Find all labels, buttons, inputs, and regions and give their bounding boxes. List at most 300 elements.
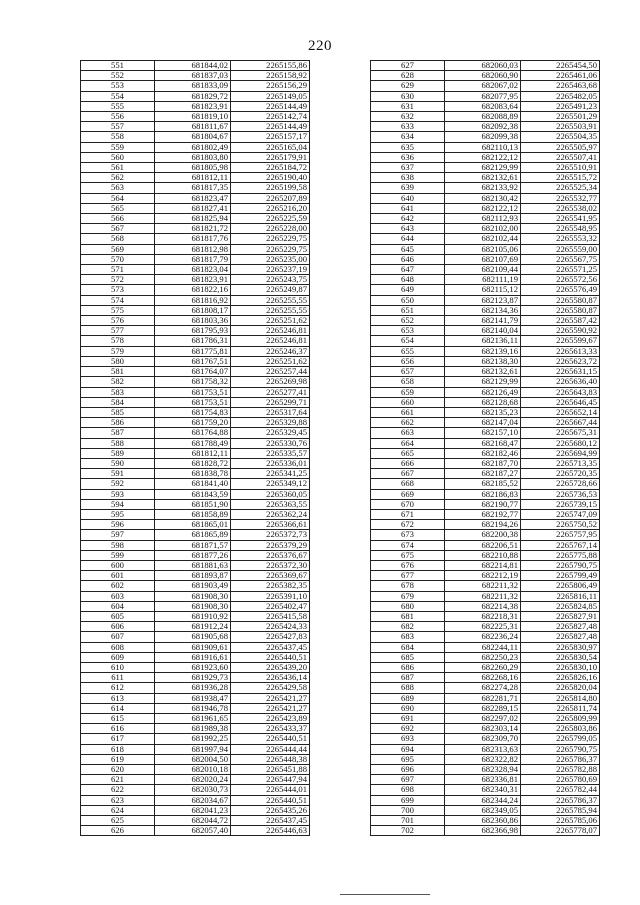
x-coordinate: 681817,76 bbox=[155, 234, 231, 244]
y-coordinate: 2265255,55 bbox=[231, 305, 310, 315]
y-coordinate: 2265463,68 bbox=[521, 81, 600, 91]
y-coordinate: 2265372,73 bbox=[231, 530, 310, 540]
y-coordinate: 2265366,61 bbox=[231, 520, 310, 530]
y-coordinate: 2265142,74 bbox=[231, 112, 310, 122]
table-row bbox=[81, 816, 310, 826]
x-coordinate: 681825,94 bbox=[155, 214, 231, 224]
point-number: 623 bbox=[81, 795, 155, 805]
point-number: 687 bbox=[371, 673, 445, 683]
x-coordinate: 681851,90 bbox=[155, 499, 231, 509]
table-row bbox=[81, 754, 310, 764]
table-row bbox=[371, 632, 600, 642]
point-number: 642 bbox=[371, 214, 445, 224]
y-coordinate: 2265149,05 bbox=[231, 91, 310, 101]
x-coordinate: 682192,77 bbox=[445, 509, 521, 519]
x-coordinate: 681804,67 bbox=[155, 132, 231, 142]
y-coordinate: 2265652,14 bbox=[521, 407, 600, 417]
x-coordinate: 681881,63 bbox=[155, 560, 231, 570]
table-row bbox=[371, 754, 600, 764]
y-coordinate: 2265454,50 bbox=[521, 61, 600, 71]
point-number: 693 bbox=[371, 734, 445, 744]
point-number: 619 bbox=[81, 754, 155, 764]
x-coordinate: 681786,31 bbox=[155, 336, 231, 346]
table-row bbox=[371, 744, 600, 754]
y-coordinate: 2265336,01 bbox=[231, 458, 310, 468]
x-coordinate: 681827,41 bbox=[155, 203, 231, 213]
x-coordinate: 681838,78 bbox=[155, 469, 231, 479]
table-row bbox=[81, 275, 310, 285]
point-number: 621 bbox=[81, 775, 155, 785]
table-row bbox=[371, 601, 600, 611]
y-coordinate: 2265590,92 bbox=[521, 326, 600, 336]
x-coordinate: 682083,64 bbox=[445, 101, 521, 111]
table-row bbox=[81, 214, 310, 224]
point-number: 600 bbox=[81, 560, 155, 570]
y-coordinate: 2265775,88 bbox=[521, 550, 600, 560]
x-coordinate: 682211,32 bbox=[445, 591, 521, 601]
x-coordinate: 681823,47 bbox=[155, 193, 231, 203]
table-row bbox=[371, 591, 600, 601]
y-coordinate: 2265229,75 bbox=[231, 244, 310, 254]
x-coordinate: 681764,88 bbox=[155, 428, 231, 438]
x-coordinate: 682250,23 bbox=[445, 652, 521, 662]
table-row bbox=[371, 142, 600, 152]
table-row bbox=[371, 693, 600, 703]
y-coordinate: 2265363,55 bbox=[231, 499, 310, 509]
point-number: 655 bbox=[371, 346, 445, 356]
y-coordinate: 2265235,00 bbox=[231, 254, 310, 264]
y-coordinate: 2265491,23 bbox=[521, 101, 600, 111]
table-row bbox=[81, 805, 310, 815]
point-number: 663 bbox=[371, 428, 445, 438]
y-coordinate: 2265237,19 bbox=[231, 265, 310, 275]
table-row bbox=[371, 163, 600, 173]
y-coordinate: 2265190,40 bbox=[231, 173, 310, 183]
table-row bbox=[81, 714, 310, 724]
x-coordinate: 681817,35 bbox=[155, 183, 231, 193]
point-number: 584 bbox=[81, 397, 155, 407]
point-number: 670 bbox=[371, 499, 445, 509]
point-number: 632 bbox=[371, 112, 445, 122]
y-coordinate: 2265446,63 bbox=[231, 826, 310, 836]
x-coordinate: 682132,61 bbox=[445, 173, 521, 183]
x-coordinate: 681908,30 bbox=[155, 591, 231, 601]
point-number: 689 bbox=[371, 693, 445, 703]
table-row bbox=[81, 407, 310, 417]
point-number: 650 bbox=[371, 295, 445, 305]
point-number: 677 bbox=[371, 571, 445, 581]
table-row bbox=[81, 152, 310, 162]
table-row bbox=[81, 540, 310, 550]
point-number: 638 bbox=[371, 173, 445, 183]
table-row bbox=[81, 112, 310, 122]
table-row bbox=[81, 295, 310, 305]
x-coordinate: 682060,03 bbox=[445, 61, 521, 71]
y-coordinate: 2265437,45 bbox=[231, 642, 310, 652]
table-row bbox=[81, 387, 310, 397]
point-number: 645 bbox=[371, 244, 445, 254]
point-number: 589 bbox=[81, 448, 155, 458]
table-row bbox=[81, 673, 310, 683]
x-coordinate: 682115,12 bbox=[445, 285, 521, 295]
table-row bbox=[371, 826, 600, 836]
table-row bbox=[81, 203, 310, 213]
x-coordinate: 681961,65 bbox=[155, 714, 231, 724]
y-coordinate: 2265567,75 bbox=[521, 254, 600, 264]
point-number: 658 bbox=[371, 377, 445, 387]
x-coordinate: 682102,44 bbox=[445, 234, 521, 244]
y-coordinate: 2265576,49 bbox=[521, 285, 600, 295]
point-number: 597 bbox=[81, 530, 155, 540]
page-number: 220 bbox=[308, 38, 332, 54]
y-coordinate: 2265228,00 bbox=[231, 224, 310, 234]
table-row bbox=[371, 581, 600, 591]
y-coordinate: 2265369,67 bbox=[231, 571, 310, 581]
x-coordinate: 681903,49 bbox=[155, 581, 231, 591]
y-coordinate: 2265803,86 bbox=[521, 724, 600, 734]
point-number: 586 bbox=[81, 418, 155, 428]
x-coordinate: 681822,16 bbox=[155, 285, 231, 295]
y-coordinate: 2265811,74 bbox=[521, 703, 600, 713]
y-coordinate: 2265277,41 bbox=[231, 387, 310, 397]
x-coordinate: 682133,92 bbox=[445, 183, 521, 193]
table-body-right bbox=[371, 61, 600, 836]
table-row bbox=[81, 61, 310, 71]
table-row bbox=[371, 438, 600, 448]
point-number: 627 bbox=[371, 61, 445, 71]
point-number: 657 bbox=[371, 367, 445, 377]
x-coordinate: 682218,31 bbox=[445, 611, 521, 621]
table-row bbox=[81, 101, 310, 111]
point-number: 561 bbox=[81, 163, 155, 173]
x-coordinate: 681823,91 bbox=[155, 101, 231, 111]
x-coordinate: 682141,79 bbox=[445, 316, 521, 326]
y-coordinate: 2265423,89 bbox=[231, 714, 310, 724]
x-coordinate: 682122,12 bbox=[445, 203, 521, 213]
point-number: 553 bbox=[81, 81, 155, 91]
point-number: 702 bbox=[371, 826, 445, 836]
table-row bbox=[81, 479, 310, 489]
y-coordinate: 2265747,09 bbox=[521, 509, 600, 519]
x-coordinate: 682214,81 bbox=[445, 560, 521, 570]
table-row bbox=[371, 387, 600, 397]
y-coordinate: 2265156,29 bbox=[231, 81, 310, 91]
y-coordinate: 2265360,05 bbox=[231, 489, 310, 499]
y-coordinate: 2265440,51 bbox=[231, 652, 310, 662]
table-row bbox=[81, 367, 310, 377]
y-coordinate: 2265728,66 bbox=[521, 479, 600, 489]
x-coordinate: 682112,93 bbox=[445, 214, 521, 224]
x-coordinate: 682067,02 bbox=[445, 81, 521, 91]
y-coordinate: 2265806,49 bbox=[521, 581, 600, 591]
y-coordinate: 2265613,33 bbox=[521, 346, 600, 356]
point-number: 599 bbox=[81, 550, 155, 560]
x-coordinate: 682060,90 bbox=[445, 71, 521, 81]
point-number: 590 bbox=[81, 458, 155, 468]
x-coordinate: 682004,50 bbox=[155, 754, 231, 764]
point-number: 575 bbox=[81, 305, 155, 315]
point-number: 604 bbox=[81, 601, 155, 611]
x-coordinate: 681775,81 bbox=[155, 346, 231, 356]
table-row bbox=[371, 673, 600, 683]
table-row bbox=[81, 571, 310, 581]
y-coordinate: 2265785,94 bbox=[521, 805, 600, 815]
y-coordinate: 2265572,56 bbox=[521, 275, 600, 285]
table-row bbox=[81, 652, 310, 662]
table-row bbox=[371, 112, 600, 122]
x-coordinate: 682260,29 bbox=[445, 662, 521, 672]
table-row bbox=[81, 469, 310, 479]
table-row bbox=[81, 785, 310, 795]
table-row bbox=[81, 122, 310, 132]
point-number: 695 bbox=[371, 754, 445, 764]
table-row bbox=[371, 61, 600, 71]
x-coordinate: 682107,69 bbox=[445, 254, 521, 264]
x-coordinate: 682092,38 bbox=[445, 122, 521, 132]
y-coordinate: 2265538,02 bbox=[521, 203, 600, 213]
y-coordinate: 2265824,85 bbox=[521, 601, 600, 611]
table-row bbox=[81, 173, 310, 183]
coordinates-table-left bbox=[80, 60, 310, 836]
table-row bbox=[371, 479, 600, 489]
x-coordinate: 681905,68 bbox=[155, 632, 231, 642]
y-coordinate: 2265799,05 bbox=[521, 734, 600, 744]
x-coordinate: 682105,06 bbox=[445, 244, 521, 254]
table-row bbox=[371, 397, 600, 407]
table-row bbox=[81, 326, 310, 336]
table-row bbox=[81, 499, 310, 509]
y-coordinate: 2265790,75 bbox=[521, 560, 600, 570]
x-coordinate: 682313,63 bbox=[445, 744, 521, 754]
table-row bbox=[371, 571, 600, 581]
table-row bbox=[371, 703, 600, 713]
table-row bbox=[81, 142, 310, 152]
x-coordinate: 682206,51 bbox=[445, 540, 521, 550]
x-coordinate: 682010,18 bbox=[155, 765, 231, 775]
y-coordinate: 2265830,97 bbox=[521, 642, 600, 652]
table-row bbox=[371, 734, 600, 744]
y-coordinate: 2265504,35 bbox=[521, 132, 600, 142]
x-coordinate: 682122,12 bbox=[445, 152, 521, 162]
x-coordinate: 682130,42 bbox=[445, 193, 521, 203]
point-number: 616 bbox=[81, 724, 155, 734]
y-coordinate: 2265667,44 bbox=[521, 418, 600, 428]
y-coordinate: 2265379,29 bbox=[231, 540, 310, 550]
point-number: 699 bbox=[371, 795, 445, 805]
point-number: 580 bbox=[81, 356, 155, 366]
y-coordinate: 2265510,91 bbox=[521, 163, 600, 173]
point-number: 696 bbox=[371, 765, 445, 775]
y-coordinate: 2265444,01 bbox=[231, 785, 310, 795]
x-coordinate: 682303,14 bbox=[445, 724, 521, 734]
point-number: 672 bbox=[371, 520, 445, 530]
x-coordinate: 682134,36 bbox=[445, 305, 521, 315]
x-coordinate: 682322,82 bbox=[445, 754, 521, 764]
y-coordinate: 2265736,53 bbox=[521, 489, 600, 499]
table-row bbox=[81, 91, 310, 101]
table-row bbox=[81, 305, 310, 315]
x-coordinate: 682211,32 bbox=[445, 581, 521, 591]
table-row bbox=[371, 295, 600, 305]
table-row bbox=[371, 816, 600, 826]
point-number: 634 bbox=[371, 132, 445, 142]
point-number: 615 bbox=[81, 714, 155, 724]
x-coordinate: 681811,67 bbox=[155, 122, 231, 132]
y-coordinate: 2265786,37 bbox=[521, 795, 600, 805]
y-coordinate: 2265436,14 bbox=[231, 673, 310, 683]
y-coordinate: 2265372,30 bbox=[231, 560, 310, 570]
point-number: 578 bbox=[81, 336, 155, 346]
point-number: 606 bbox=[81, 622, 155, 632]
table-row bbox=[371, 173, 600, 183]
point-number: 675 bbox=[371, 550, 445, 560]
table-row bbox=[371, 550, 600, 560]
table-row bbox=[371, 336, 600, 346]
y-coordinate: 2265571,25 bbox=[521, 265, 600, 275]
table-row bbox=[371, 132, 600, 142]
table-row bbox=[371, 560, 600, 570]
point-number: 680 bbox=[371, 601, 445, 611]
y-coordinate: 2265680,12 bbox=[521, 438, 600, 448]
point-number: 665 bbox=[371, 448, 445, 458]
point-number: 640 bbox=[371, 193, 445, 203]
x-coordinate: 682186,83 bbox=[445, 489, 521, 499]
x-coordinate: 681871,57 bbox=[155, 540, 231, 550]
x-coordinate: 681816,92 bbox=[155, 295, 231, 305]
table-row bbox=[81, 428, 310, 438]
point-number: 570 bbox=[81, 254, 155, 264]
y-coordinate: 2265525,34 bbox=[521, 183, 600, 193]
y-coordinate: 2265246,37 bbox=[231, 346, 310, 356]
x-coordinate: 681997,94 bbox=[155, 744, 231, 754]
footer-rule bbox=[340, 894, 430, 895]
point-number: 692 bbox=[371, 724, 445, 734]
y-coordinate: 2265144,49 bbox=[231, 122, 310, 132]
table-row bbox=[371, 214, 600, 224]
table-row bbox=[371, 418, 600, 428]
x-coordinate: 682140,04 bbox=[445, 326, 521, 336]
y-coordinate: 2265451,88 bbox=[231, 765, 310, 775]
point-number: 594 bbox=[81, 499, 155, 509]
x-coordinate: 681938,47 bbox=[155, 693, 231, 703]
table-row bbox=[371, 285, 600, 295]
point-number: 626 bbox=[81, 826, 155, 836]
point-number: 576 bbox=[81, 316, 155, 326]
point-number: 636 bbox=[371, 152, 445, 162]
point-number: 571 bbox=[81, 265, 155, 275]
table-row bbox=[81, 244, 310, 254]
table-row bbox=[81, 285, 310, 295]
table-row bbox=[371, 346, 600, 356]
y-coordinate: 2265827,48 bbox=[521, 622, 600, 632]
y-coordinate: 2265255,55 bbox=[231, 295, 310, 305]
point-number: 653 bbox=[371, 326, 445, 336]
y-coordinate: 2265482,05 bbox=[521, 91, 600, 101]
x-coordinate: 682274,28 bbox=[445, 683, 521, 693]
point-number: 588 bbox=[81, 438, 155, 448]
x-coordinate: 682366,98 bbox=[445, 826, 521, 836]
y-coordinate: 2265249,87 bbox=[231, 285, 310, 295]
point-number: 559 bbox=[81, 142, 155, 152]
x-coordinate: 681912,24 bbox=[155, 622, 231, 632]
x-coordinate: 682214,38 bbox=[445, 601, 521, 611]
y-coordinate: 2265830,54 bbox=[521, 652, 600, 662]
x-coordinate: 682309,70 bbox=[445, 734, 521, 744]
x-coordinate: 681788,49 bbox=[155, 438, 231, 448]
point-number: 587 bbox=[81, 428, 155, 438]
point-number: 639 bbox=[371, 183, 445, 193]
y-coordinate: 2265782,88 bbox=[521, 765, 600, 775]
table-row bbox=[371, 540, 600, 550]
table-row bbox=[81, 581, 310, 591]
point-number: 585 bbox=[81, 407, 155, 417]
y-coordinate: 2265440,51 bbox=[231, 734, 310, 744]
table-row bbox=[81, 265, 310, 275]
y-coordinate: 2265646,45 bbox=[521, 397, 600, 407]
point-number: 613 bbox=[81, 693, 155, 703]
x-coordinate: 682057,40 bbox=[155, 826, 231, 836]
table-row bbox=[81, 662, 310, 672]
x-coordinate: 682132,61 bbox=[445, 367, 521, 377]
y-coordinate: 2265246,81 bbox=[231, 326, 310, 336]
table-row bbox=[81, 550, 310, 560]
point-number: 649 bbox=[371, 285, 445, 295]
table-row bbox=[81, 377, 310, 387]
point-number: 651 bbox=[371, 305, 445, 315]
table-row bbox=[371, 652, 600, 662]
table-row bbox=[371, 724, 600, 734]
point-number: 681 bbox=[371, 611, 445, 621]
x-coordinate: 682126,49 bbox=[445, 387, 521, 397]
x-coordinate: 682110,13 bbox=[445, 142, 521, 152]
point-number: 631 bbox=[371, 101, 445, 111]
y-coordinate: 2265587,42 bbox=[521, 316, 600, 326]
y-coordinate: 2265515,72 bbox=[521, 173, 600, 183]
table-row bbox=[371, 448, 600, 458]
table-row bbox=[371, 377, 600, 387]
x-coordinate: 682109,44 bbox=[445, 265, 521, 275]
y-coordinate: 2265541,95 bbox=[521, 214, 600, 224]
y-coordinate: 2265225,59 bbox=[231, 214, 310, 224]
point-number: 676 bbox=[371, 560, 445, 570]
x-coordinate: 681841,40 bbox=[155, 479, 231, 489]
x-coordinate: 681833,09 bbox=[155, 81, 231, 91]
x-coordinate: 682030,73 bbox=[155, 785, 231, 795]
x-coordinate: 681858,89 bbox=[155, 509, 231, 519]
table-row bbox=[81, 560, 310, 570]
point-number: 637 bbox=[371, 163, 445, 173]
y-coordinate: 2265694,99 bbox=[521, 448, 600, 458]
table-row bbox=[371, 805, 600, 815]
point-number: 667 bbox=[371, 469, 445, 479]
x-coordinate: 681829,72 bbox=[155, 91, 231, 101]
x-coordinate: 682187,27 bbox=[445, 469, 521, 479]
table-row bbox=[371, 765, 600, 775]
table-row bbox=[371, 356, 600, 366]
point-number: 686 bbox=[371, 662, 445, 672]
point-number: 567 bbox=[81, 224, 155, 234]
table-row bbox=[81, 826, 310, 836]
table-row bbox=[81, 489, 310, 499]
point-number: 671 bbox=[371, 509, 445, 519]
point-number: 602 bbox=[81, 581, 155, 591]
y-coordinate: 2265199,58 bbox=[231, 183, 310, 193]
point-number: 611 bbox=[81, 673, 155, 683]
x-coordinate: 682340,31 bbox=[445, 785, 521, 795]
table-row bbox=[371, 642, 600, 652]
x-coordinate: 682289,15 bbox=[445, 703, 521, 713]
x-coordinate: 681929,73 bbox=[155, 673, 231, 683]
